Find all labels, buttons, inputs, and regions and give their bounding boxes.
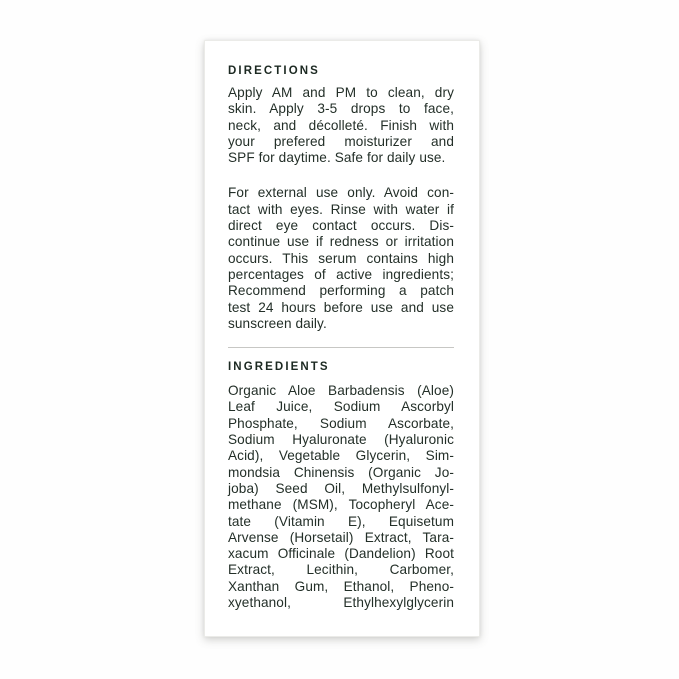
text-line: joba) Seed Oil, Methylsulfonyl- xyxy=(228,480,454,496)
product-label-panel xyxy=(204,40,480,637)
text-line: SPF for daytime. Safe for daily use. xyxy=(228,150,446,166)
text-line: Apply AM and PM to clean, dry xyxy=(228,85,454,100)
text-line: Xanthan Gum, Ethanol, Pheno- xyxy=(228,578,454,594)
text-line: Recommend performing a patch xyxy=(228,283,454,299)
text-line: Leaf Juice, Sodium Ascorbyl xyxy=(228,399,454,415)
ingredients-heading: INGREDIENTS xyxy=(228,361,330,374)
text-line: test 24 hours before use and use xyxy=(228,299,454,315)
text-line: mondsia Chinensis (Organic Jo- xyxy=(228,464,454,480)
text-line: methane (MSM), Tocopheryl Ace- xyxy=(228,497,454,513)
text-line: continue use if redness or irritation xyxy=(228,234,454,250)
text-line: Phosphate, Sodium Ascorbate, xyxy=(228,415,454,431)
directions-heading: DIRECTIONS xyxy=(228,65,320,77)
text-line: tact with eyes. Rinse with water if xyxy=(228,201,454,217)
text-line: skin. Apply 3-5 drops to face, xyxy=(228,101,454,117)
text-line: xacum Officinale (Dandelion) Root xyxy=(228,546,454,562)
text-line: neck, and décolleté. Finish with xyxy=(228,117,454,133)
directions-warning-paragraph xyxy=(228,185,454,332)
text-line: Extract, Lecithin, Carbomer, xyxy=(228,562,454,578)
directions-usage-paragraph xyxy=(228,85,454,166)
text-line: Organic Aloe Barbadensis (Aloe) xyxy=(228,383,454,399)
section-divider xyxy=(228,347,454,348)
text-line: Acid), Vegetable Glycerin, Sim- xyxy=(228,448,454,464)
text-line: For external use only. Avoid con- xyxy=(228,185,454,201)
text-line: Sodium Hyaluronate (Hyaluronic xyxy=(228,432,454,448)
text-line: occurs. This serum contains high xyxy=(228,250,454,266)
text-line: your prefered moisturizer and xyxy=(228,133,454,149)
text-line: percentages of active ingredients; xyxy=(228,266,454,282)
text-line: tate (Vitamin E), Equisetum xyxy=(228,513,454,529)
text-line: direct eye contact occurs. Dis- xyxy=(228,218,454,234)
ingredients-list-paragraph xyxy=(228,383,454,611)
text-line: xyethanol, Ethylhexylglycerin xyxy=(228,595,454,611)
text-line: Arvense (Horsetail) Extract, Tara- xyxy=(228,529,454,545)
text-line: sunscreen daily. xyxy=(228,315,327,331)
